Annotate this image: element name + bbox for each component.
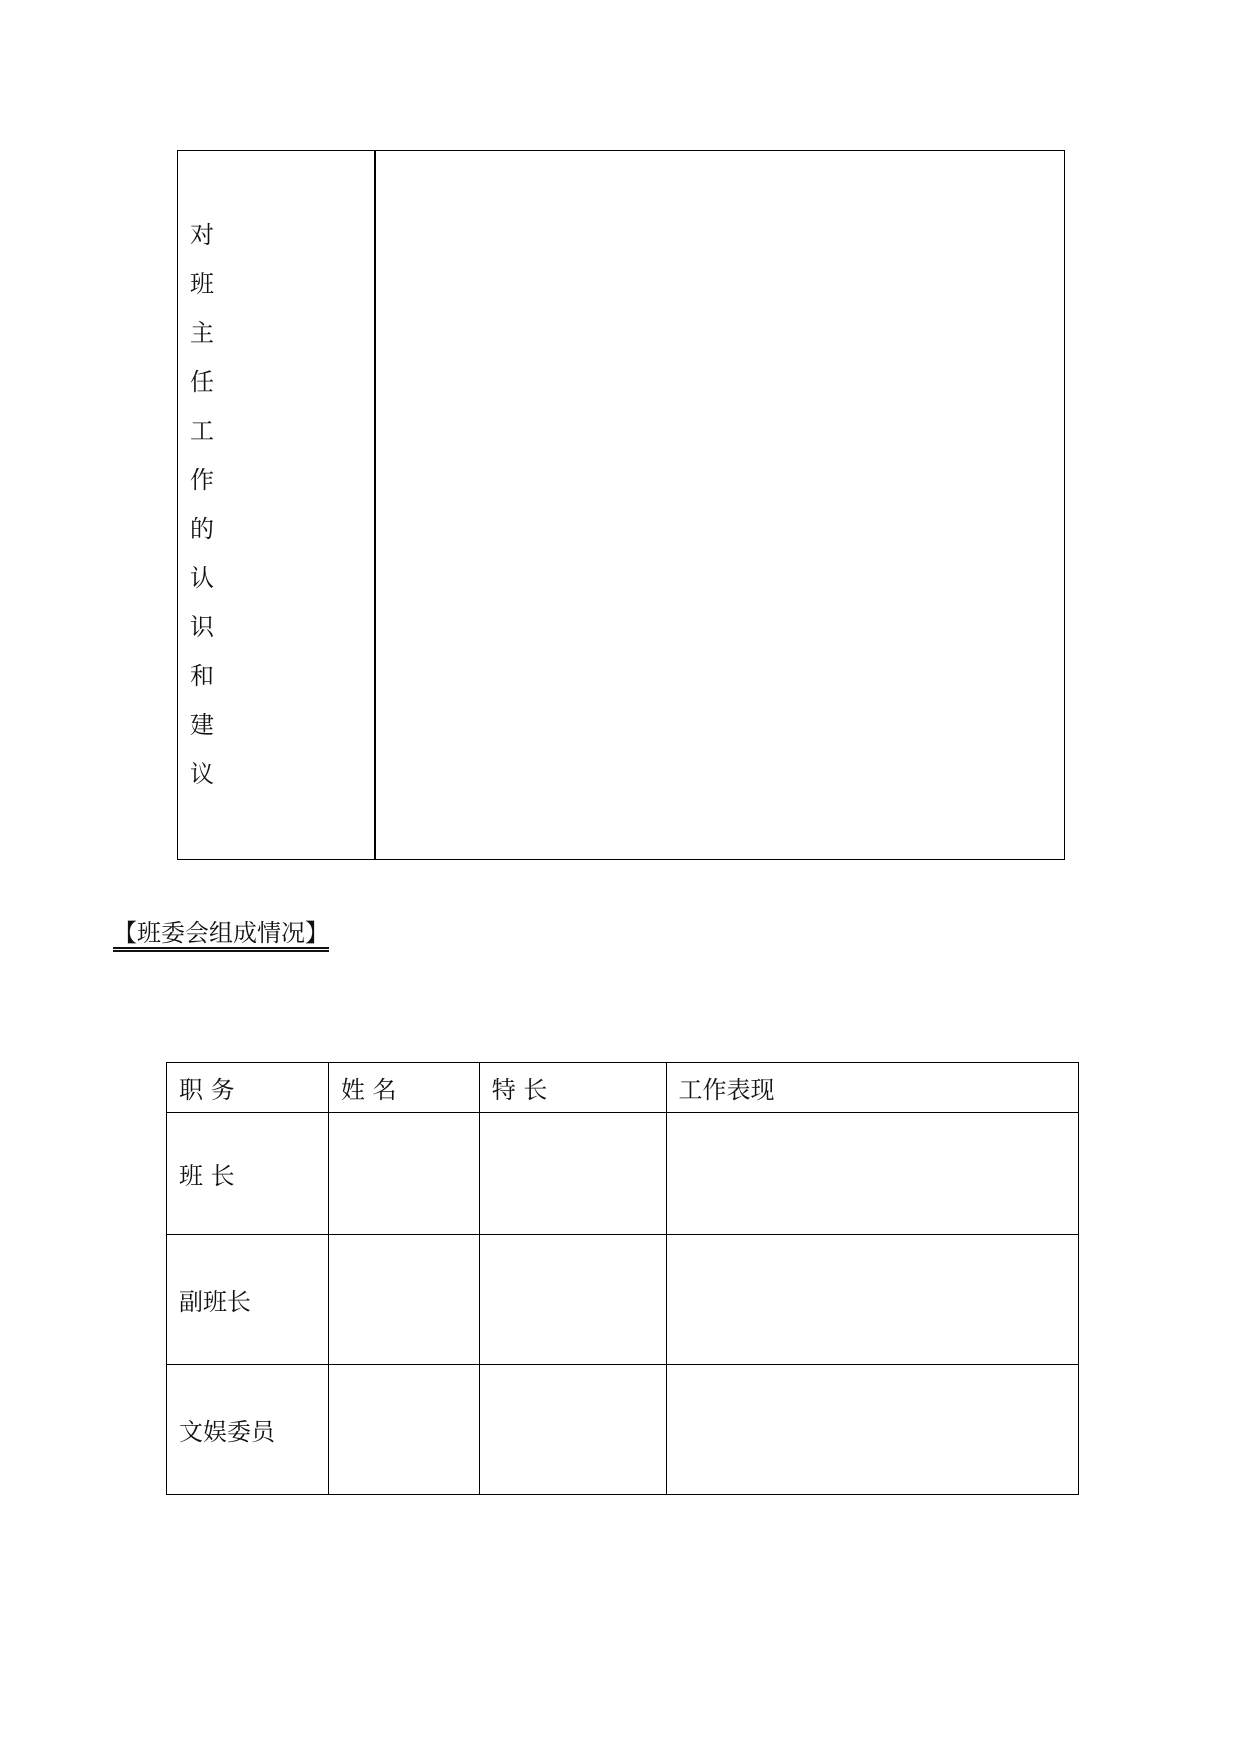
table-row: [167, 1235, 1079, 1365]
label-char: 和: [190, 662, 214, 690]
committee-heading: 【班委会组成情况】: [113, 919, 329, 947]
reflection-content-cell[interactable]: [375, 151, 1065, 860]
committee-table: [166, 1062, 1079, 1495]
label-char: 对: [190, 221, 214, 249]
name-cell[interactable]: [328, 1235, 479, 1365]
label-char: 的: [190, 515, 214, 543]
specialty-cell[interactable]: [479, 1235, 666, 1365]
role-cell: 文娱委员: [167, 1365, 329, 1495]
label-char: 工: [190, 417, 214, 445]
performance-cell[interactable]: [666, 1365, 1078, 1495]
reflection-vertical-label: [190, 211, 374, 799]
role-cell: 副班长: [167, 1235, 329, 1365]
label-char: 认: [190, 564, 214, 592]
name-cell[interactable]: [328, 1113, 479, 1235]
label-char: 识: [190, 613, 214, 641]
header-performance: 工作表现: [666, 1063, 1078, 1113]
specialty-cell[interactable]: [479, 1365, 666, 1495]
role-cell: 班 长: [167, 1113, 329, 1235]
performance-cell[interactable]: [666, 1235, 1078, 1365]
table-row: [167, 1113, 1079, 1235]
label-char: 主: [190, 319, 214, 347]
label-char: 任: [190, 368, 214, 396]
label-char: 作: [190, 466, 214, 494]
header-name: 姓 名: [328, 1063, 479, 1113]
label-char: 建: [190, 711, 214, 739]
performance-cell[interactable]: [666, 1113, 1078, 1235]
reflection-table: [177, 150, 1065, 860]
specialty-cell[interactable]: [479, 1113, 666, 1235]
table-row: [167, 1365, 1079, 1495]
reflection-label-cell: [178, 151, 376, 860]
label-char: 班: [190, 270, 214, 298]
header-role: 职 务: [167, 1063, 329, 1113]
label-char: 议: [190, 760, 214, 788]
name-cell[interactable]: [328, 1365, 479, 1495]
table-header-row: [167, 1063, 1079, 1113]
header-specialty: 特 长: [479, 1063, 666, 1113]
